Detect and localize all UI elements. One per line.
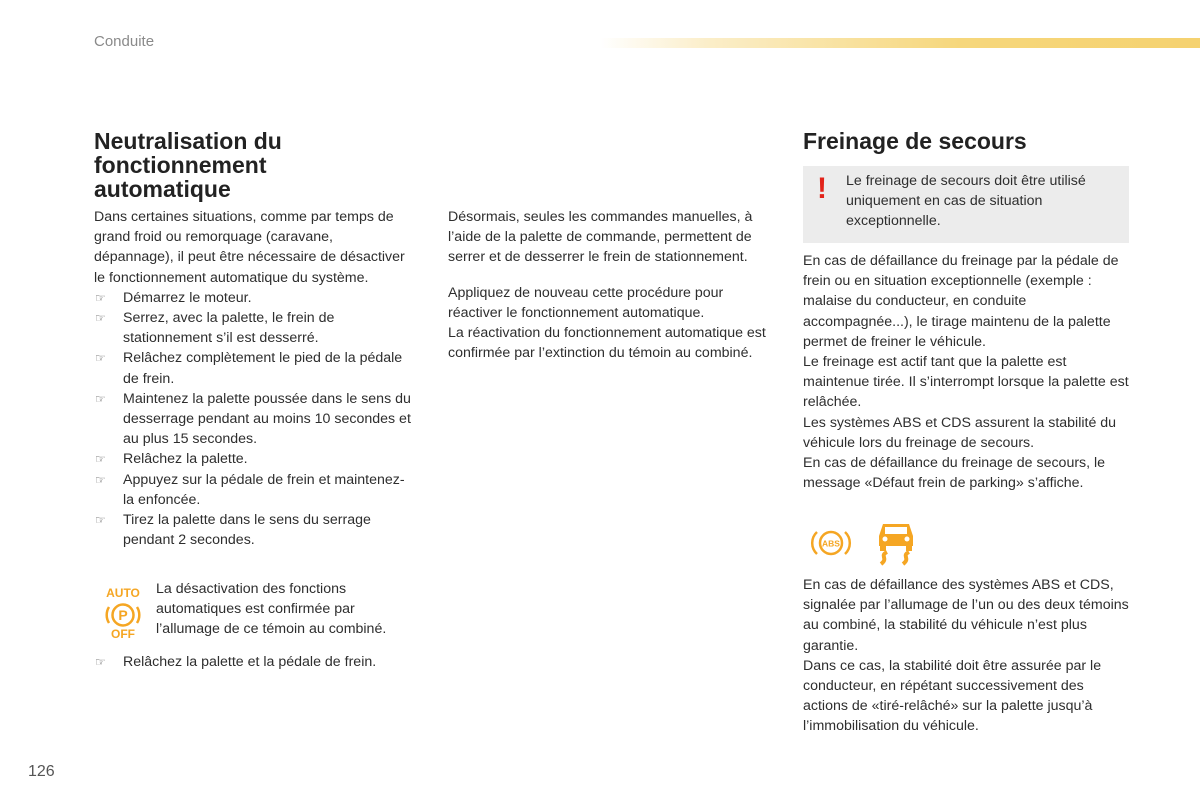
middle-para-1: Désormais, seules les commandes manuelles, à l’aide de la palette de commande, permettent de serrer et de desserrer le frein de stationnement. (448, 209, 753, 266)
list-item: ☞ Relâchez la palette. (94, 449, 412, 469)
step-bullet-icon: ☞ (95, 513, 106, 528)
right-column-top (803, 251, 1129, 493)
left-section-title: Neutralisation du fonctionnement automatique (94, 128, 282, 202)
indicator-p-label: P (118, 607, 128, 623)
header-accent-bar (600, 38, 1200, 48)
right-para-6: Dans ce cas, la stabilité doit être assurée par le conducteur, en répétant successivement des actions de «tiré-relâché» sur la palette jusqu’à l’immobilisation du véhicule. (803, 657, 1102, 735)
right-para-5: En cas de défaillance des systèmes ABS et CDS, signalée par l’allumage de l’un ou des deux témoins au combiné, la stabilité du véhicule n’est plus garantie. (803, 577, 1129, 654)
step-bullet-icon: ☞ (95, 311, 106, 326)
step-bullet-icon: ☞ (95, 452, 106, 467)
warning-box (803, 166, 1129, 243)
list-item: ☞ Relâchez complètement le pied de la pédale de frein. (95, 350, 403, 387)
warning-exclamation-icon: ! (817, 172, 827, 205)
page-number: 126 (28, 763, 55, 780)
right-para-4: En cas de défaillance du freinage de secours, le message «Défaut frein de parking» s’affiche. (803, 455, 1106, 492)
right-para-1: En cas de défaillance du freinage par la pédale de frein ou en situation exceptionnelle (exemple : malaise du conducteur, en conduite accompagnée...), le tirage maintenu de la palette permet de freiner le véhicule. (803, 253, 1119, 350)
abs-label: ABS (822, 538, 840, 549)
step-bullet-icon: ☞ (95, 351, 106, 366)
step-bullet-icon: ☞ (95, 391, 106, 406)
list-item: ☞ Maintenez la palette poussée dans le sens du desserrage pendant au moins 10 secondes et au plus 15 secondes. (95, 390, 411, 448)
step-bullet-icon: ☞ (95, 290, 106, 305)
list-item: ☞ Tirez la palette dans le sens du serrage pendant 2 secondes. (95, 512, 371, 549)
middle-para-3: La réactivation du fonctionnement automatique est confirmée par l’extinction du témoin au combiné. (448, 325, 766, 362)
indicator-description: La désactivation des fonctions automatiques est confirmée par l’allumage de ce témoin au combiné. (156, 581, 387, 638)
list-item: ☞ Démarrez le moteur. (94, 288, 412, 308)
middle-column (448, 207, 774, 363)
section-label: Conduite (94, 33, 155, 50)
step-bullet-icon: ☞ (95, 472, 106, 487)
procedure-steps (94, 288, 412, 551)
step-bullet-icon: ☞ (95, 655, 106, 669)
left-column (94, 207, 412, 550)
warning-text: Le freinage de secours doit être utilisé uniquement en cas de situation exceptionnelle. (846, 173, 1086, 230)
auto-p-off-indicator-icon (100, 585, 146, 641)
indicator-auto-label: AUTO (106, 586, 140, 600)
right-para-3: Les systèmes ABS et CDS assurent la stabilité du véhicule lors du freinage de secours. (803, 414, 1117, 451)
middle-para-2: Appliquez de nouveau cette procédure pour réactiver le fonctionnement automatique. (448, 284, 724, 321)
list-item: ☞ Serrez, avec la palette, le frein de stationnement s’il est desserré. (95, 310, 335, 347)
list-item: ☞ Relâchez la palette et la pédale de frein. (94, 652, 412, 672)
abs-indicator-icon (810, 525, 852, 561)
right-section-title: Freinage de secours (803, 128, 1027, 154)
final-step (94, 652, 412, 672)
list-item: ☞ Appuyez sur la pédale de frein et maintenez-la enfoncée. (95, 471, 405, 508)
indicator-off-label: OFF (111, 627, 135, 641)
cds-skid-indicator-icon (873, 518, 919, 566)
right-column-bottom (803, 575, 1129, 737)
right-para-2: Le freinage est actif tant que la palette est maintenue tirée. Il s’interrompt lorsque la palette est relâchée. (803, 354, 1129, 411)
left-intro: Dans certaines situations, comme par temps de grand froid ou remorquage (caravane, dépannage), il peut être nécessaire de désactiver le fonctionnement automatique du système. (94, 209, 405, 286)
